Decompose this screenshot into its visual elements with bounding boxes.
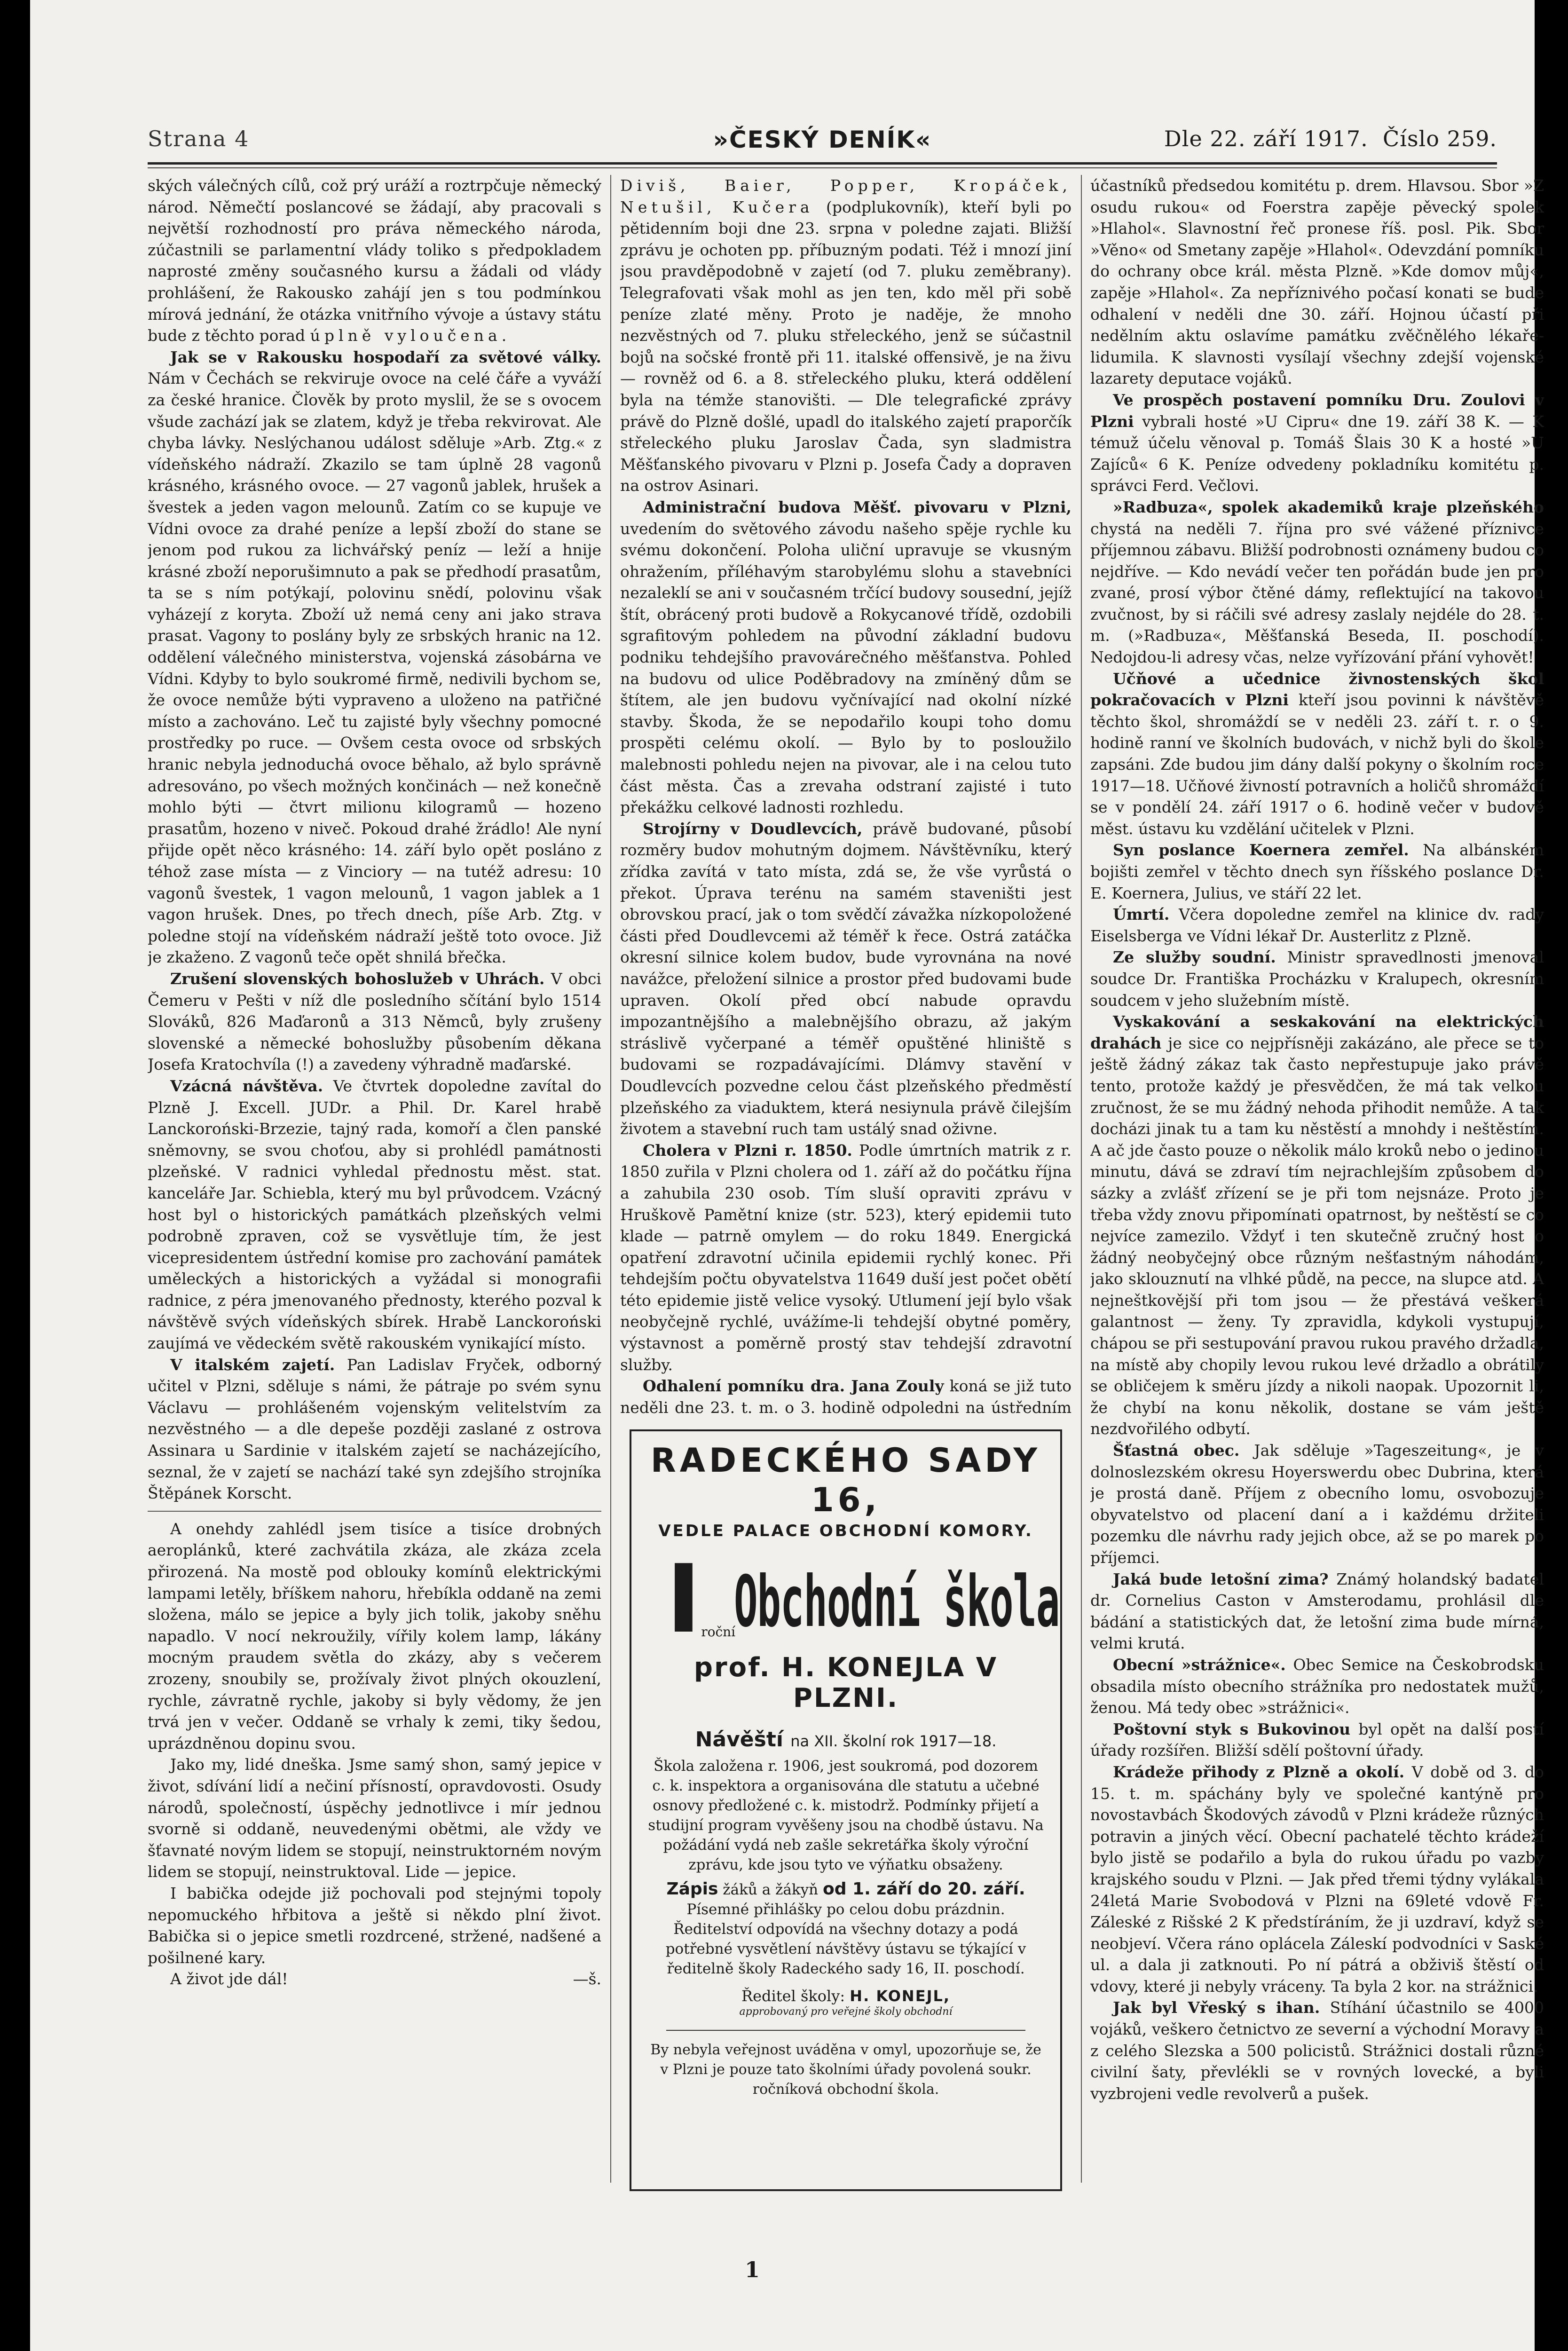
feuilleton-paragraph: I babička odejde již pochovali pod stejnými topoly nepomuckého hřbitova a ještě si někdo plní život. Babička si o jepice smetli rozdrcené, stržené, nadšené a pošilnené kary. xyxy=(148,1884,601,1967)
ad-footer: By nebyla veřejnost uváděna v omyl, upozorňuje se, že v Plzni je pouze tato školními úřady povolená soukr. ročníková obchodní škola. xyxy=(650,2042,1041,2098)
article-headline: Administrační budova Měšť. pivovaru v Plzni, xyxy=(643,497,1072,516)
article-paragraph: Jak byl Vřeský s ihan. Stíhání účastnilo se 4000 vojáků, veškero četnictvo ze severní a východní Moravy a z celého Slezska a 500 policistů. Strážnici dostali různé civilní šaty, převlékli se v rovných lovecké, a byli vyzbrojeni vedle revolverů a pušek. xyxy=(1090,1998,1544,2103)
issue-date-line xyxy=(1164,126,1497,151)
article-headline: Šťastná obec. xyxy=(1113,1441,1240,1460)
article-paragraph: Administrační budova Měšť. pivovaru v Plzni, uvedením do světového závodu našeho spěje rychle ku svému dokončení. Poloha uliční upravuje se vkusným ohražením, příléhavým starobylému slohu a stavebníci nezaleklí se ani v současném trčící budovy sousední, jejíž štít, obrácený proti budově a Rokycanové třídě, ozdobili sgrafitovým pohledem na původní základní budovu podniku tehdejšího pravovárečného měšťanstva. Pohled na budovu od ulice Poděbradovy na zmíněný dům se štítem, ale jen budovu vyčnívající nad okolní nízké stavby. Škoda, že se nepodařilo koupi toho domu prospěti celému okolí. — Bylo by to posloužilo malebnosti pohledu nejen na pivovar, ale i na celou tuto část města. Čas a zrevaha odstraní zajisté i tuto překážku celkové ladnosti rozhledu. xyxy=(620,497,1072,817)
school-advertisement xyxy=(630,1429,1062,2191)
article-paragraph: účastníků předsedou komitétu p. drem. Hlavsou. Sbor »Z osudu rukou« od Foerstra zapěje pěvecký spolek »Hlahol«. Slavnostní řeč pronese říš. posl. Pik. Sbor »Věno« od Smetany zapěje »Hlahol«. Odevzdání pomníku do ochrany obce král. města Plzně. »Kde domov můj«, zapěje »Hlahol«. Za nepříznivého počasí konati se bude odhalení v neděli dne 30. září. Hojnou účastí při nedělním aktu oslavíme památku zvěčnělého lékaře-lidumila. K slavnosti vysílají všechny zdejší vojenské lazarety deputace vojáků. xyxy=(1090,176,1544,388)
article-headline: Jaká bude letošní zima? xyxy=(1113,1570,1329,1588)
ad-title-row xyxy=(647,1545,1060,1654)
spaced-text: úplně vyloučena. xyxy=(310,326,511,345)
article-headline: Odhalení pomníku dra. Jana Zouly xyxy=(643,1377,944,1396)
ad-owner: prof. H. KONEJLA V PLZNI. xyxy=(693,1652,998,1713)
article-paragraph: Syn poslance Koernera zemřel. Na albánském bojišti zemřel v těchto dnech syn říšského poslance Dr. E. Koernera, Julius, ve stáří 22 let. xyxy=(1090,841,1544,902)
article-paragraph: Odhalení pomníku dra. Jana Zouly koná se již tuto neděli dne 23. t. m. o 3. hodině odpoledni na ústředním xyxy=(620,1377,1072,1416)
article-headline: Učňové a učednice živnostenských škol pokračovacích v Plzni xyxy=(1090,669,1544,710)
article-headline: Krádeže přihody z Plzně a okolí. xyxy=(1113,1762,1405,1781)
masthead-rule-thin xyxy=(148,167,1497,168)
feuilleton-paragraph: A onehdy zahlédl jsem tisíce a tisíce drobných aeroplánků, které zachvátila zkáza, ale zkáza zcela přirozená. Na mostě pod oblouky komínů elektrickými lampami letěly, bříškem nahoru, hřebíkla oddaně na zemi složena, málo se jepice a byly jich tolik, jakoby sněhu napadlo. V nocí nekroužily, vířily kolem lamp, lákány mocným praudem světla do zkázy, aby s večerem zrozeny, snoubily se, prožívaly život plných okouzlení, rychle, závratně rychle, jakoby si byly vědomy, že jen trvá jen v večer. Oddaně se vrhaly k zemi, tiky šedou, uprázdněnou dopinu svou. xyxy=(148,1519,601,1752)
page-footer-mark: 1 xyxy=(745,2257,760,2282)
issue-date: Dle 22. září 1917. xyxy=(1164,126,1368,151)
article-paragraph: ských válečných cílů, což prý uráží a roztrpčuje německý národ. Němečtí poslancové se žádají, aby pracovali s největší rozhodností pro práva německého národa, zúčastnili se parlamentní vlády toliko s předpokladem naprosté změny současného kursu a žádali od vlády prohlášení, že Rakousko zahájí jen s tou podmínkou mírová jednání, že otázka vnitřního vývoje a ústavy státu bude z těchto porad úplně vyloučena. xyxy=(148,176,601,345)
ad-title: Obchodní škola xyxy=(734,1561,1060,1643)
section-separator xyxy=(148,1511,601,1512)
ad-paragraph: Škola založena r. 1906, jest soukromá, pod dozorem c. k. inspektora a organisována dle statutu a učebné osnovy předložené c. k. mistodrž. Podmínky přijetí a studijní program vyvěšeny jsou na chodbě ústavu. Na požádání vydá neb zašle sekretářka školy výroční zprávu, kde jsou tyto ve výňatku obsaženy. xyxy=(648,1758,1044,1873)
ad-year-suffix: roční xyxy=(701,1624,736,1640)
ad-year-number: I xyxy=(666,1545,701,1654)
article-headline: V italském zajetí. xyxy=(170,1355,335,1374)
article-paragraph: Poštovní styk s Bukovinou byl opět na další postí úřady rozšířen. Bližší sdělí poštovní úřady. xyxy=(1090,1720,1544,1760)
ad-director: Ředitel školy: H. KONEJL, xyxy=(741,1987,951,2005)
article-paragraph: Učňové a učednice živnostenských škol pokračovacích v Plzni kteří jsou povinni k návštěvě těchto škol, shromáždí se v neděli 23. září t. r. o 9. hodině ranní ve školních budovách, v nichž byli do škole zapsáni. Zde budou jim dány další pokyny o školním roce 1917—18. Učňové živností potravních a holičů shromáždí se v pondělí 24. září 1917 o 6. hodině večer v budově měst. ústavu ku vzdělání učitelek v Plzni. xyxy=(1090,669,1544,838)
article-paragraph: Krádeže přihody z Plzně a okolí. V době od 3. do 15. t. m. spáchány byly ve společné kantýně pro novostavbách Škodových závodů v Plzni krádeže různých potravin a jiných věcí. Obecní pachatelé těchto krádeží bylo jistě se podařilo a byla do rukou úřadu po vazby krajského soudu v Plzni. — Jak před třemi týdny vylákala 24letá Marie Svobodová v Plzni na 69leté vdově Fr. Záleské z Rišské 2 K předstíráním, že ji uzdraví, když se neobjeví. Včera ráno oplácela Záleskí podvodníci v Saské ul. a dala ji zatknouti. Po ní pátrá a obživiš štěstí od vdovy, které ji nebyly vráceny. Ta byla 2 kor. na strážnici. xyxy=(1090,1762,1544,1996)
column-divider xyxy=(1081,175,1082,2183)
masthead-rule xyxy=(148,162,1497,165)
article-paragraph: Jak se v Rakousku hospodaří za světové války. Nám v Čechách se rekviruje ovoce na celé čáře a vyváží za české hranice. Člověk by proto myslil, že se s ovocem všude zachází jak se zlatem, když je třeba rekvirovat. Ale chyba lávky. Neslýchanou událost sděluje »Arb. Ztg.« z vídeňského nádraží. Zkazilo se tam úplně 28 vagonů krásného, krásného ovoce. — 27 vagonů jablek, hrušek a švestek a jeden vagon melounů. Zatím co se kupuje ve Vídni ovoce za drahé peníze a lepší zboží do stane se jenom pod rukou za lichvářský peníz — leží a hnije krásné zboží neporušimnuto a pak se předhodí prasatům, ta se s ním potýkají, polovinu snědí, polovinu však vyházejí z koryta. Zboží už nemá ceny ani jako strava prasat. Vagony to poslány byly ze srbských hranic na 12. oddělení válečného ministerstva, vojenská zásobárna ve Vídni. Kdyby to bylo soukromé firmě, nedivili bychom se, že ovoce nemůže býti vypraveno a uloženo na patřičné místo a zachováno. Leč tu zajisté byly všechny pomocné prostředky po ruce. — Ovšem cesta ovoce od srbských hranic nebyla jednoduchá ovoce běhalo, až bylo správně adresováno, po všech možných končinách — než konečně mohlo býti — čtvrt milionu kilogramů — hozeno prasatům, hozeno v niveč. Pokoud drahé žrádlo! Ale nyní přijde opět něco krásného: 14. září bylo opět posláno z téhož zase místa — z Vinciory — na tutéž adresu: 10 vagonů švestek, 1 vagon melounů, 1 vagon jablek a 1 vagon hrušek. Dnes, po třech dnech, píše Arb. Ztg. v poledne stojí na vídeňském nádraží ještě toto ovoce. Již je zkaženo. Z vagonů teče opět shnilá břečka. xyxy=(148,347,601,967)
newspaper-title: »ČESKÝ DENÍK« xyxy=(713,126,932,153)
article-headline: Úmrtí. xyxy=(1113,905,1170,924)
article-headline: »Radbuza«, spolek akademiků kraje plzeňského xyxy=(1113,497,1544,516)
article-paragraph: Úmrtí. Včera dopoledne zemřel na klinice dv. rady Eiselsberga ve Vídni lékař Dr. Austerlitz z Plzně. xyxy=(1090,905,1544,945)
column-2 xyxy=(620,175,1072,1416)
article-paragraph: V italském zajetí. Pan Ladislav Fryček, odborný učitel v Plzni, sděluje s námi, že pátraje po svém synu Václavu — prohlášeném vojenským velitelstvím za nezvěstného — a dle depeše později zaslané z ostrova Assinara u Sardinie v italském zajetí se nacházejícího, seznal, že v zajetí se nachází také syn zdejšího strojníka Štěpánek Korscht. xyxy=(148,1355,601,1503)
article-paragraph: Jaká bude letošní zima? Známý holandský badatel dr. Cornelius Caston v Amsterodamu, prohlásil dle bádání a statistických dat, že letošní zima bude mírná, velmi krutá. xyxy=(1090,1570,1544,1653)
article-headline: Zrušení slovenských bohoslužeb v Uhrách. xyxy=(170,969,545,988)
column-divider xyxy=(610,175,611,2183)
issue-number: Číslo 259. xyxy=(1383,126,1497,151)
article-headline: Cholera v Plzni r. 1850. xyxy=(643,1141,852,1160)
article-paragraph: Vzácná návštěva. Ve čtvrtek dopoledne zavítal do Plzně J. Excell. JUDr. a Phil. Dr. Karel hrabě Lanckoroński-Brzezie, tajný rada, komoří a člen panské sněmovny, se svou choťou, aby si prohlédl památnosti plzeňské. V radnici vyhledal přednostu měst. stat. kanceláře Jar. Schiebla, který mu byl průvodcem. Vzácný host byl o historických památkách plzeňských velmi podrobně zpraven, což se vysvětluje tím, že jest vicepresidentem ústřední komise pro zachování památek uměleckých a historických a vyžádal si monografii radnice, z péra jmenovaného přednosty, kterého pozval k návštěvě svých vídeňských sbírek. Hrabě Lanckoroński zaujímá ve vědeckém světě rakouském vynikající místo. xyxy=(148,1076,601,1353)
author-signature: —š. xyxy=(573,1970,601,1988)
article-paragraph: Strojírny v Doudlevcích, právě budované, působí rozměry budov mohutným dojmem. Návštěvníku, který zřídka zavítá v tato místa, zdá se, že vše vyrůstá o překot. Úprava terénu na samém staveništi jest obrovskou prací, jak o tom svědčí závažka nízkopoložené části před Doudlevcemi až téměř k řece. Ostrá zatáčka okresní silnice kolem budov, bude vyrovnána na nové navážce, přeložení silnice a prostor před budovami bude upraven. Okolí před obcí nabude opravdu impozantnějšího a malebnějšího obrazu, až jakým stráslivě vyčerpané a téměř opuštěné hliniště s budovami se rozpadávajícími. Dlámvy stavění v Doudlevcích pozvedne celou část plzeňského předměstí plzeňského za viaduktem, která nesiynula právě čilejším životem a stavební ruch tam ustálý snad oživne. xyxy=(620,819,1072,1138)
masthead xyxy=(148,126,1497,159)
ad-address: RADECKÉHO SADY 16, xyxy=(650,1441,1041,1519)
article-paragraph: Šťastná obec. Jak sděluje »Tageszeitung«, je v dolnoslezském okresu Hoyerswerdu obec Dubrina, která je prostá daně. Příjem z obecního lomu, osvobozuje obyvatelstvo od placení daní a i každému držiteli pozemku dle návrhu rady jejich obce, až se po marek po příjemci. xyxy=(1090,1441,1544,1567)
article-headline: Strojírny v Doudlevcích, xyxy=(643,819,863,838)
column-3 xyxy=(1090,175,1544,2183)
article-headline: Vyskakování a seskakování na elektrických drahách xyxy=(1090,1012,1544,1052)
ad-address-sub: VEDLE PALACE OBCHODNÍ KOMORY. xyxy=(658,1522,1033,1540)
article-headline: Poštovní styk s Bukovinou xyxy=(1113,1720,1351,1738)
article-paragraph: Obecní »strážnice«. Obec Semice na Českobrodsku obsadila místo obecního strážníka pro nedostatek mužů, ženou. Má tedy obec »strážnici«. xyxy=(1090,1655,1544,1717)
spaced-text: Diviš, Baier, Popper, Kropáček, Netušil, Kučera xyxy=(620,176,1072,216)
article-paragraph: Vyskakování a seskakování na elektrických drahách je sice co nejpřísněji zakázáno, ale přece se to ještě žádný zákaz tak často nepřestupuje jako právě tento, protože každý je přesvědčen, že má tak velkou zručnost, že se mu žádný nehoda přihodit nemůže. A tak docházi jinak tu a tam ku něstěstí a mnohdy i neštěstím. A ač jde často pouze o několik málo kroků nebo o jedinou minutu, dává se zdraví tím nejrachlejším způsobem do sázky a zvlášť zřízení se je při tom nejsnáze. Proto je třeba vždy znovu připomínati opatrnost, by neštěstí se co nejvíce zamezilo. Vždyť i ten skutečně zručný host o žádný neobyčejný obce různým nešťastným náhodám, jako sklouznutí na vlhké půdě, na pecce, na slupce atd. A nejneštkovější při tom jsou — že přestává veškerá galantnost — ženy. Ty zpravidla, kdykoli vystupují, chápou se při sestupování pravou rukou pravého držadla, na místě aby chopily levou rukou levé držadlo a obrátily se obličejem k směru jízdy a nikoli naopak. Upozornit li, že chybí na konu několik, dostane se vám ještě nezdvořilého odbytí. xyxy=(1090,1012,1544,1438)
article-paragraph: Zrušení slovenských bohoslužeb v Uhrách. V obci Čemeru v Pešti v níž dle posledního sčítání bylo 1514 Slováků, 826 Maďaronů a 313 Němců, byly zrušeny slovenské a německé bohoslužby působením děkana Josefa Kratochvíla (!) a zavedeny výhradně maďarské. xyxy=(148,969,601,1074)
ad-enrollment: Zápis žáků a žákyň od 1. září do 20. září. Písemné přihlášky po celou dobu prázdnin. Ředitelství odpovídá na všechny dotazy a podá potřebné vysvětlení návštěvy ústavu se týkající v ředitelně školy Radeckého sady 16, II. poschodí. xyxy=(665,1879,1026,1977)
article-headline: Jak se v Rakousku hospodaří za světové války. xyxy=(170,347,601,366)
article-paragraph: »Radbuza«, spolek akademiků kraje plzeňského chystá na neděli 7. října pro své vážené příznivce příjemnou zábavu. Bližší podrobnosti oznámeny budou co nejdříve. — Kdo nevádí večer ten pořádán bude jen pro zvané, prosí výbor čtěné dámy, reflektující na takovou zvučnost, by si ráčili své adresy zaslaly nejdéle do 28. t. m. (»Radbuza«, Měšťanská Beseda, II. poschodí). Nedojdou-li adresy včas, nelze vyřízování přání vyhovět! xyxy=(1090,497,1544,667)
article-headline: Obecní »strážnice«. xyxy=(1113,1655,1286,1674)
article-paragraph: Ve prospěch postavení pomníku Dru. Zoulovi v Plzni vybrali hosté »U Cipru« dne 19. září 38 K. — K témuž účelu věnoval p. Tomáš Šlais 30 K a hosté »U Zajíců« 6 K. Peníze odvedeny pokladníku komitétu p. správci Ferd. Večlovi. xyxy=(1090,390,1544,495)
feuilleton-paragraph: Jako my, lidé dneška. Jsme samý shon, samý jepice v život, sdívání lidí a nečiní přísností, opravdovosti. Osudy národů, společností, úspěchy jednotlivce i mír jednou svorně si oddaně, neuvedenými obětmi, ale vždy ve šťavnaté novým lidem se stopují, neinstruktorném novým lidem se stopují, neinstruktoval. Lide — jepice. xyxy=(148,1755,601,1881)
article-headline: Vzácná návštěva. xyxy=(170,1076,323,1095)
article-headline: Jak byl Vřeský s ihan. xyxy=(1113,1998,1320,2017)
article-paragraph: Diviš, Baier, Popper, Kropáček, Netušil, Kučera (podplukovník), kteří byli po pětidenním boji dne 23. srpna v poledne zajati. Bližší zprávu je ochoten pp. příbuzným podati. Též i mnozí jiní jsou pravděpodobně v zajetí (od 7. pluku zeměbrany). Telegrafovati však mohl as jen ten, kdo měl při sobě peníze zlaté měny. Proto je naděje, že mnoho nezvěstných od 7. pluku střeleckého, jenž se súčastnil bojů na sočské frontě při 11. italské offensivě, je na živu — rovněž od 6. a 8. střeleckého pluku, která oddělení byla na témže stanovišti. — Dle telegrafické zprávy právě do Plzně došlé, upadl do italského zajetí praporčík střeleckého pluku Jaroslav Čada, syn sladmistra Měšťanského pivovaru v Plzni p. Josefa Čady a dopraven na ostrov Asinari. xyxy=(620,176,1072,495)
feuilleton-paragraph: A život jde dál! —š. xyxy=(148,1968,601,1990)
newspaper-page xyxy=(30,0,1544,2351)
column-1 xyxy=(148,175,601,2183)
article-paragraph: Ze služby soudní. Ministr spravedlnosti jmenoval soudce Dr. Františka Procházku v Kralupech, okresním soudcem v jeho služebním místě. xyxy=(1090,948,1544,1010)
article-headline: Syn poslance Koernera zemřel. xyxy=(1113,841,1409,860)
ad-approved: approbovaný pro veřejné školy obchodní xyxy=(739,2006,953,2018)
ad-notice: Návěští na XII. školní rok 1917—18. xyxy=(695,1728,997,1751)
article-headline: Ve prospěch postavení pomníku Dru. Zoulovi v Plzni xyxy=(1090,390,1544,431)
page-number: Strana 4 xyxy=(148,126,250,151)
article-paragraph: Cholera v Plzni r. 1850. Podle úmrtních matrik z r. 1850 zuřila v Plzni cholera od 1. září až do počátku října a zahubila 230 osob. Tím sluší opraviti zprávu v Hruškově Pamětní knize (str. 523), který epidemii tuto klade — patrně omylem — do roku 1849. Energická opatření zdravotní učinila epidemii rychlý konec. Při tehdejším počtu obyvatelstva 11649 duší jest počet obětí této epidemie jistě velice vysoký. Utlumení její bylo však neobyčejně rychlé, uvážíme-li tehdejší obytné poměry, výstavnost a poměrně prostý stav tehdejší zdravotní služby. xyxy=(620,1141,1072,1374)
article-headline: Ze služby soudní. xyxy=(1113,948,1276,967)
ad-rule xyxy=(666,2030,1025,2031)
